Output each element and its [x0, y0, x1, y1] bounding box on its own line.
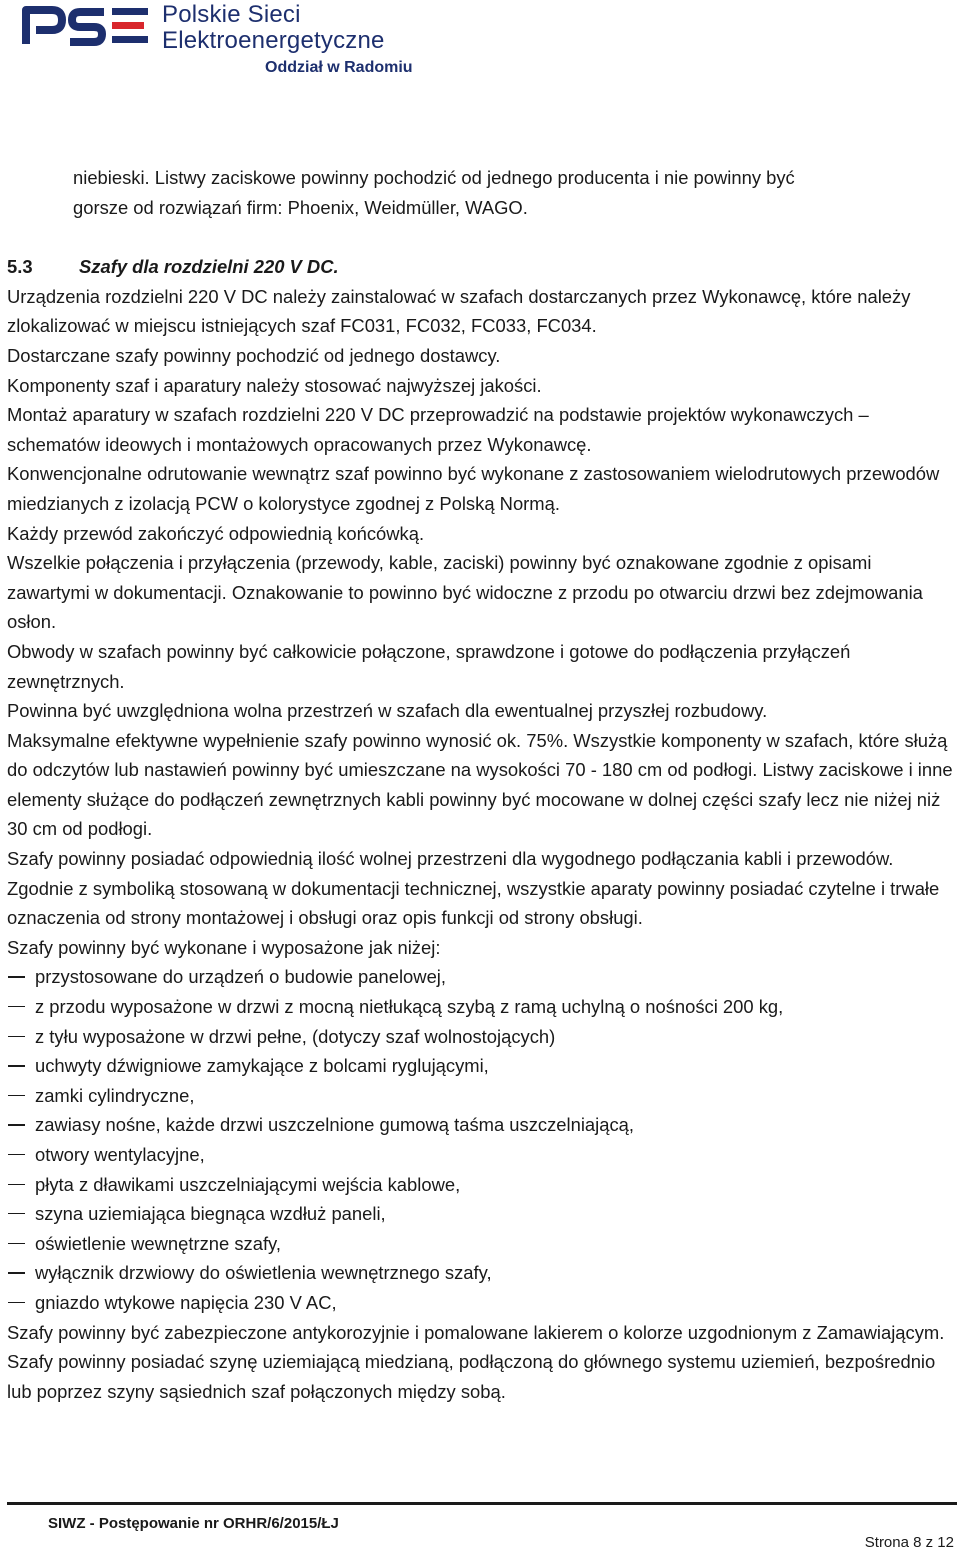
section-heading	[7, 252, 957, 282]
closing-paragraph: Szafy powinny być zabezpieczone antykorozyjnie i pomalowane lakierem o kolorze uzgodnionym z Zamawiającym.	[7, 1321, 945, 1343]
list-item: zawiasy nośne, każde drzwi uszczelnione gumową taśma uszczelniającą,	[7, 1110, 957, 1140]
paragraph: Każdy przewód zakończyć odpowiednią końcówką.	[7, 522, 425, 544]
company-name	[162, 2, 413, 78]
list-item: oświetlenie wewnętrzne szafy,	[7, 1229, 957, 1259]
page-header	[22, 0, 462, 80]
footer-divider	[7, 1502, 957, 1505]
paragraph: Szafy powinny posiadać odpowiednią ilość wolnej przestrzeni dla wygodnego podłączania kabli i przewodów.	[7, 848, 894, 870]
intro-line-1: niebieski. Listwy zaciskowe powinny pochodzić od jednego producenta i nie powinny być	[73, 167, 795, 188]
closing-paragraph: Szafy powinny posiadać szynę uziemiającą miedzianą, podłączoną do głównego systemu uziemień, bezpośrednio lub poprzez szyny sąsiednich szaf połączonych między sobą.	[7, 1351, 936, 1402]
dash-bullet-icon	[8, 1095, 25, 1096]
page-number: Strona 8 z 12	[864, 1534, 954, 1551]
dash-bullet-icon	[8, 1184, 25, 1185]
list-item: otwory wentylacyjne,	[7, 1140, 957, 1170]
equipment-list	[7, 962, 957, 1317]
list-item: uchwyty dźwigniowe zamykające z bolcami ryglującymi,	[7, 1051, 957, 1081]
section-title: Szafy dla rozdzielni 220 V DC.	[79, 256, 339, 278]
document-body	[7, 163, 957, 1406]
list-item: wyłącznik drzwiowy do oświetlenia wewnętrznego szafy,	[7, 1258, 957, 1288]
dash-bullet-icon	[8, 976, 25, 977]
paragraph: Maksymalne efektywne wypełnienie szafy powinno wynosić ok. 75%. Wszystkie komponenty w szafach, które służą do odczytów lub nastawień powinny być umieszczane na wysokości 70 - 180 cm od podłogi. Listwy zaciskowe i inne elementy służące do podłączeń zewnętrznych kabli powinny być mocowane w dolnej części szafy lecz nie niżej niż 30 cm od podłogi.	[7, 729, 953, 840]
list-item: szyna uziemiająca biegnąca wzdłuż paneli,	[7, 1199, 957, 1229]
company-name-line2: Elektroenergetyczne	[162, 27, 385, 54]
list-item: płyta z dławikami uszczelniającymi wejścia kablowe,	[7, 1170, 957, 1200]
list-item: z tyłu wyposażone w drzwi pełne, (dotyczy szaf wolnostojących)	[7, 1022, 957, 1052]
paragraph: Powinna być uwzględniona wolna przestrzeń w szafach dla ewentualnej przyszłej rozbudowy.	[7, 700, 768, 722]
dash-bullet-icon	[8, 1065, 25, 1066]
company-name-line1: Polskie Sieci	[162, 1, 301, 28]
list-item: z przodu wyposażone w drzwi z mocną nietłukącą szybą z ramą uchylną o nośności 200 kg,	[7, 992, 957, 1022]
dash-bullet-icon	[8, 1213, 25, 1214]
paragraph: Komponenty szaf i aparatury należy stosować najwyższej jakości.	[7, 374, 542, 396]
dash-bullet-icon	[8, 1302, 25, 1303]
list-item: gniazdo wtykowe napięcia 230 V AC,	[7, 1288, 957, 1318]
pse-logo-icon	[22, 0, 154, 52]
paragraph: Urządzenia rozdzielni 220 V DC należy zainstalować w szafach dostarczanych przez Wykonawcę, które należy zlokalizować w miejscu istniejących szaf FC031, FC032, FC033, FC034.	[7, 285, 911, 337]
list-item: zamki cylindryczne,	[7, 1081, 957, 1111]
footer-reference: SIWZ - Postępowanie nr ORHR/6/2015/ŁJ	[48, 1515, 339, 1532]
dash-bullet-icon	[8, 1124, 25, 1125]
paragraph: Montaż aparatury w szafach rozdzielni 220 V DC przeprowadzić na podstawie projektów wykonawczych – schematów ideowych i montażowych opracowanych przez Wykonawcę.	[7, 404, 869, 455]
section-number: 5.3	[7, 256, 33, 278]
branch-name: Oddział w Radomiu	[265, 59, 413, 76]
paragraph: Wszelkie połączenia i przyłączenia (przewody, kable, zaciski) powinny być oznakowane zgodnie z opisami zawartymi w dokumentacji. Oznakowanie to powinno być widoczne z przodu po otwarciu drzwi bez zdejmowania osłon.	[7, 552, 923, 633]
dash-bullet-icon	[8, 1154, 25, 1155]
paragraph: Zgodnie z symboliką stosowaną w dokumentacji technicznej, wszystkie aparaty powinny posiadać czytelne i trwałe oznaczenia od strony montażowej i obsługi oraz opis funkcji od strony obsługi.	[7, 877, 940, 929]
dash-bullet-icon	[8, 1243, 25, 1244]
paragraph: Szafy powinny być wykonane i wyposażone jak niżej:	[7, 936, 441, 958]
paragraph: Obwody w szafach powinny być całkowicie połączone, sprawdzone i gotowe do podłączenia przyłączeń zewnętrznych.	[7, 640, 851, 692]
list-item: przystosowane do urządzeń o budowie panelowej,	[7, 962, 957, 992]
paragraph: Konwencjonalne odrutowanie wewnątrz szaf powinno być wykonane z zastosowaniem wielodrutowych przewodów miedzianych z izolacją PCW o kolorystyce zgodnej z Polską Normą.	[7, 463, 940, 514]
paragraph: Dostarczane szafy powinny pochodzić od jednego dostawcy.	[7, 344, 501, 366]
intro-line-2: gorsze od rozwiązań firm: Phoenix, Weidmüller, WAGO.	[73, 196, 528, 218]
dash-bullet-icon	[8, 1272, 25, 1273]
dash-bullet-icon	[8, 1006, 25, 1007]
dash-bullet-icon	[8, 1036, 25, 1037]
